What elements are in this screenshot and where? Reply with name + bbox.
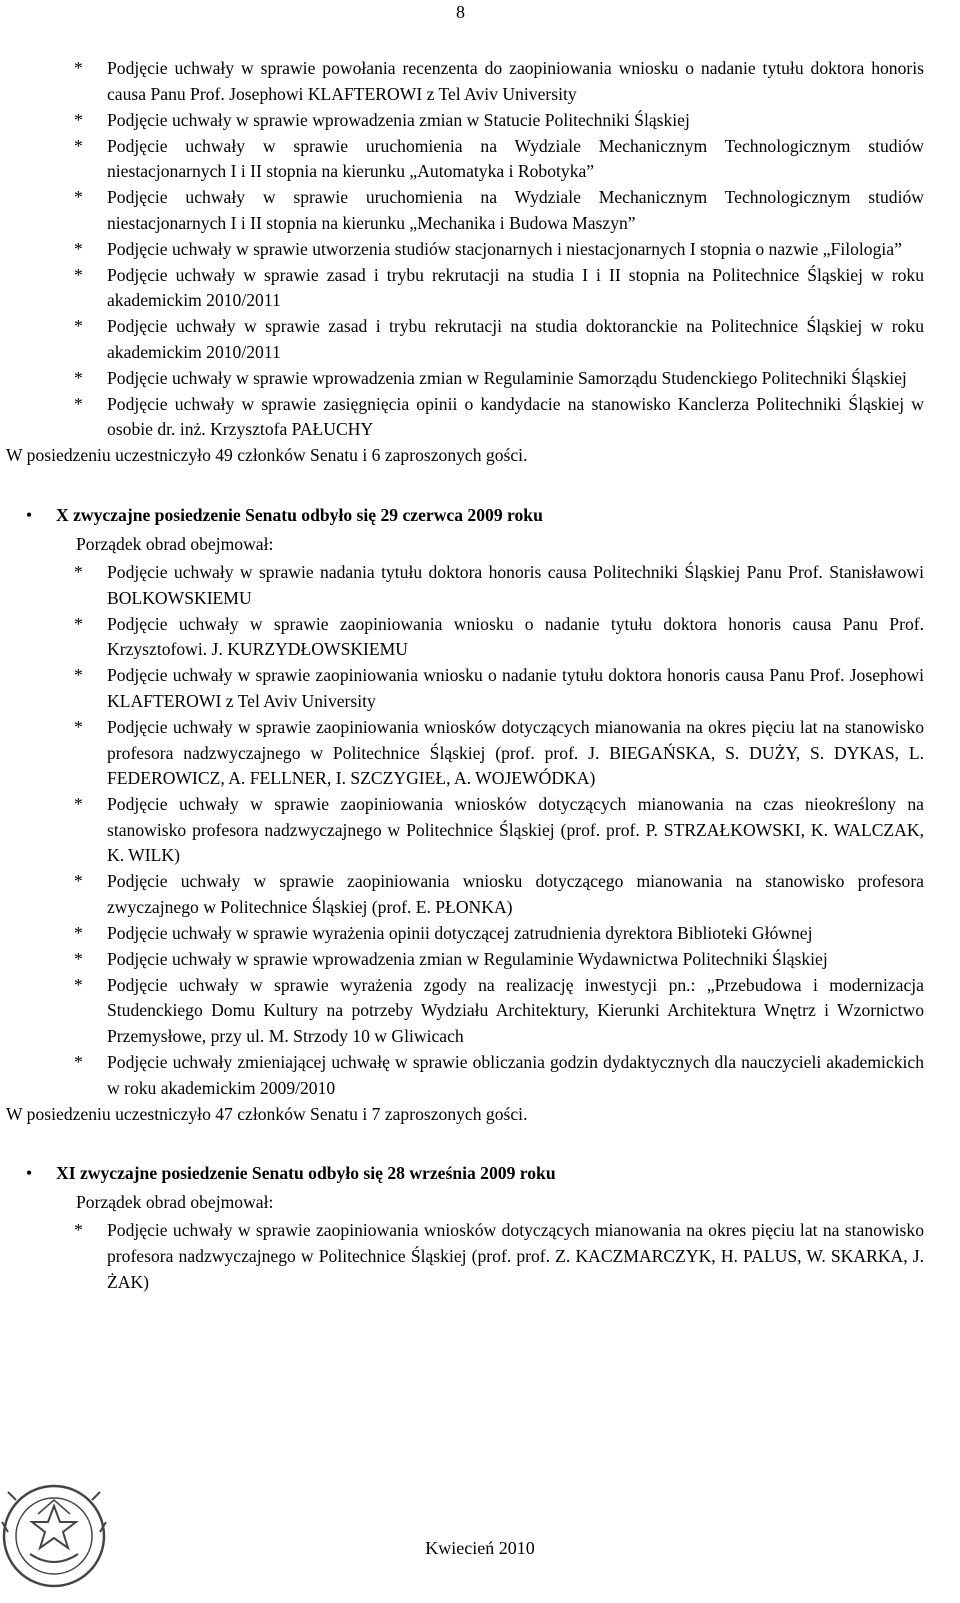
list-item	[6, 921, 924, 947]
round-bullet: •	[26, 1163, 33, 1184]
list-item-text: Podjęcie uchwały w sprawie zaopiniowania wniosków dotyczących mianowania na okres pięciu lat na stanowisko profesora nadzwyczajnego w Politechnice Śląskiej (prof. prof. Z. KACZMARCZYK, H. PALUS, W. SKARKA, J. ŻAK)	[107, 1220, 924, 1292]
session-title: XI zwyczajne posiedzenie Senatu odbyło się 28 września 2009 roku	[56, 1163, 556, 1184]
asterisk-bullet: *	[74, 948, 83, 969]
list-item-text: Podjęcie uchwały w sprawie wyrażenia zgody na realizację inwestycji pn.: „Przebudowa i modernizacja Studenckiego Domu Kultury na potrzeby Wydziału Architektury, Kierunki Architektura Wnętrz i Wzornictwo Przemysłowe, przy ul. M. Strzody 10 w Gliwicach	[107, 974, 924, 1047]
asterisk-bullet: *	[74, 922, 83, 943]
attendance-note: W posiedzeniu uczestniczyło 49 członków Senatu i 6 zaproszonych gości.	[6, 445, 528, 466]
asterisk-bullet: *	[74, 716, 83, 737]
list-item-text: Podjęcie uchwały w sprawie zasięgnięcia opinii o kandydacie na stanowisko Kanclerza Politechniki Śląskiej w osobie dr. inż. Krzysztofa PAŁUCHY	[107, 393, 924, 440]
list-item	[6, 237, 924, 263]
list-item	[6, 314, 924, 365]
list-item-text: Podjęcie uchwały w sprawie wprowadzenia zmian w Regulaminie Samorządu Studenckiego Politechniki Śląskiej	[107, 367, 907, 388]
page-number: 8	[456, 2, 465, 22]
asterisk-bullet: *	[74, 613, 83, 634]
list-item	[6, 973, 924, 1050]
list-item	[6, 108, 924, 134]
asterisk-bullet: *	[74, 187, 83, 208]
asterisk-bullet: *	[74, 974, 83, 995]
asterisk-bullet: *	[74, 238, 83, 259]
list-item	[6, 263, 924, 314]
asterisk-bullet: *	[74, 264, 83, 285]
document-body	[6, 56, 924, 1296]
list-item	[6, 56, 924, 107]
session-title: X zwyczajne posiedzenie Senatu odbyło się 29 czerwca 2009 roku	[56, 505, 543, 526]
list-item-text: Podjęcie uchwały w sprawie utworzenia studiów stacjonarnych i niestacjonarnych I stopnia o nazwie „Filologia”	[107, 238, 902, 259]
footer-date: Kwiecień 2010	[425, 1538, 535, 1558]
list-item	[6, 612, 924, 663]
list-item	[6, 392, 924, 443]
list-item	[6, 1050, 924, 1101]
asterisk-bullet: *	[74, 135, 83, 156]
list-item-text: Podjęcie uchwały w sprawie zaopiniowania wniosków dotyczących mianowania na czas nieokreślony na stanowisko profesora nadzwyczajnego w Politechnice Śląskiej (prof. prof. P. STRZAŁKOWSKI, K. WALCZAK, K. WILK)	[107, 794, 924, 866]
list-item	[6, 1218, 924, 1295]
list-item	[6, 366, 924, 392]
list-item-text: Podjęcie uchwały w sprawie zasad i trybu rekrutacji na studia I i II stopnia na Politechnice Śląskiej w roku akademickim 2010/2011	[107, 264, 924, 311]
list-item-text: Podjęcie uchwały w sprawie uruchomienia na Wydziale Mechanicznym Technologicznym studiów niestacjonarnych I i II stopnia na kierunku „Mechanika i Budowa Maszyn”	[107, 187, 924, 233]
list-item	[6, 947, 924, 973]
list-item-text: Podjęcie uchwały w sprawie uruchomienia na Wydziale Mechanicznym Technologicznym studiów niestacjonarnych I i II stopnia na kierunku „Automatyka i Robotyka”	[107, 135, 924, 182]
list-item-text: Podjęcie uchwały w sprawie nadania tytułu doktora honoris causa Politechniki Śląskiej Panu Prof. Stanisławowi BOLKOWSKIEMU	[107, 562, 924, 608]
list-item-text: Podjęcie uchwały w sprawie wprowadzenia zmian w Regulaminie Wydawnictwa Politechniki Śląskiej	[107, 948, 828, 969]
list-item-text: Podjęcie uchwały w sprawie powołania recenzenta do zaopiniowania wniosku o nadanie tytułu doktora honoris causa Panu Prof. Josephowi KLAFTEROWI z Tel Aviv University	[107, 58, 924, 104]
agenda-label: Porządek obrad obejmował:	[76, 1191, 274, 1212]
asterisk-bullet: *	[74, 1052, 83, 1072]
asterisk-bullet: *	[74, 1220, 83, 1241]
agenda-list-1	[6, 56, 924, 443]
university-seal-logo	[0, 1470, 108, 1600]
round-bullet: •	[26, 505, 33, 526]
list-item	[6, 715, 924, 792]
asterisk-bullet: *	[74, 367, 83, 388]
list-item-text: Podjęcie uchwały w sprawie wyrażenia opinii dotyczącej zatrudnienia dyrektora Biblioteki Głównej	[107, 922, 813, 943]
list-item	[6, 560, 924, 611]
list-item-text: Podjęcie uchwały w sprawie zaopiniowania wniosku o nadanie tytułu doktora honoris causa Panu Prof. Krzysztofowi. J. KURZYDŁOWSKIEMU	[107, 613, 924, 660]
asterisk-bullet: *	[74, 665, 83, 686]
list-item-text: Podjęcie uchwały w sprawie zaopiniowania wniosku o nadanie tytułu doktora honoris causa Panu Prof. Josephowi KLAFTEROWI z Tel Aviv University	[107, 665, 924, 711]
session-x	[6, 503, 924, 1127]
session-xi	[6, 1161, 924, 1295]
list-item-text: Podjęcie uchwały w sprawie zaopiniowania wniosków dotyczących mianowania na okres pięciu lat na stanowisko profesora nadzwyczajnego w Politechnice Śląskiej (prof. prof. J. BIEGAŃSKA, S. DUŻY, S. DYKAS, L. FEDEROWICZ, A. FELLNER, I. SZCZYGIEŁ, A. WOJEWÓDKA)	[107, 716, 924, 789]
list-item	[6, 869, 924, 920]
session-agenda	[6, 1218, 924, 1295]
list-item	[6, 663, 924, 714]
asterisk-bullet: *	[74, 109, 83, 130]
agenda-list-2	[6, 560, 924, 1101]
asterisk-bullet: *	[74, 58, 83, 78]
list-item-text: Podjęcie uchwały w sprawie zaopiniowania wniosku dotyczącego mianowania na stanowisko profesora zwyczajnego w Politechnice Śląskiej (prof. E. PŁONKA)	[107, 871, 924, 917]
asterisk-bullet: *	[74, 393, 83, 414]
asterisk-bullet: *	[74, 871, 83, 892]
attendance-note: W posiedzeniu uczestniczyło 47 członków Senatu i 7 zaproszonych gości.	[6, 1103, 528, 1124]
list-item	[6, 792, 924, 869]
list-item	[6, 134, 924, 185]
list-item-text: Podjęcie uchwały zmieniającej uchwałę w sprawie obliczania godzin dydaktycznych dla nauczycieli akademickich w roku akademickim 2009/2010	[107, 1052, 924, 1098]
agenda-list-3	[6, 1218, 924, 1295]
asterisk-bullet: *	[74, 794, 83, 815]
asterisk-bullet: *	[74, 562, 83, 583]
list-item	[6, 185, 924, 236]
list-item-text: Podjęcie uchwały w sprawie wprowadzenia zmian w Statucie Politechniki Śląskiej	[107, 109, 690, 130]
session-agenda	[6, 560, 924, 1127]
list-item-text: Podjęcie uchwały w sprawie zasad i trybu rekrutacji na studia doktoranckie na Politechnice Śląskiej w roku akademickim 2010/2011	[107, 316, 924, 362]
asterisk-bullet: *	[74, 316, 83, 337]
agenda-label: Porządek obrad obejmował:	[76, 533, 274, 554]
